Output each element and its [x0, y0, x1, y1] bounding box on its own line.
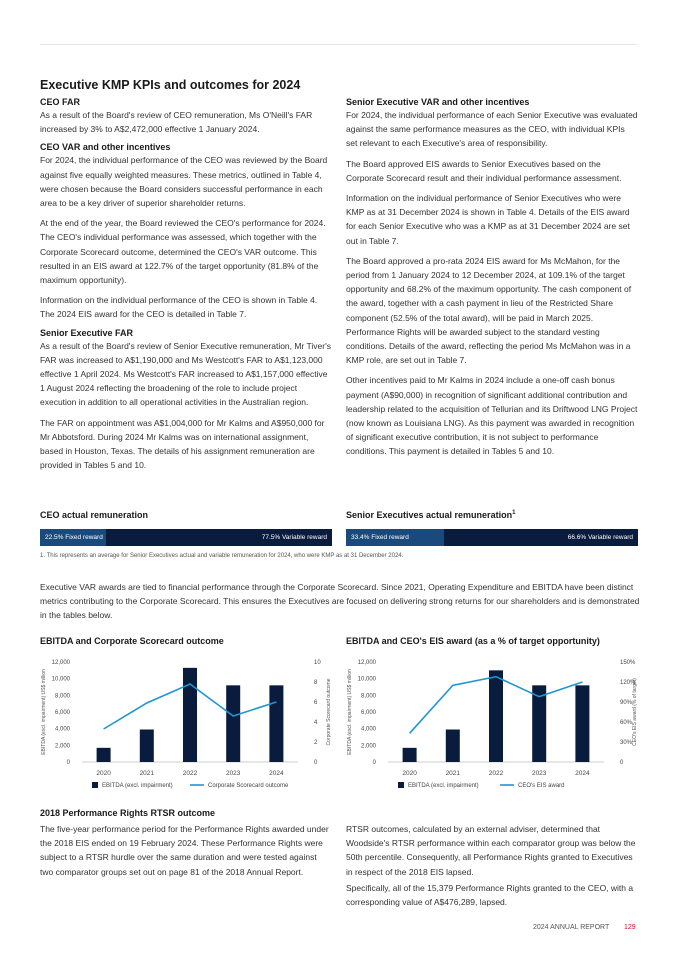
chart1-y2tick: 6	[314, 700, 318, 706]
chart1-y2label: Corporate Scorecard outcome	[326, 678, 332, 746]
chart2-ytick: 4,000	[360, 726, 376, 733]
chart2-y2tick: 60%	[620, 720, 633, 726]
ceo-remuneration-title: CEO actual remuneration	[40, 510, 149, 520]
chart2-ebitda-eis	[346, 652, 646, 800]
chart2-bar-2024	[575, 685, 589, 762]
chart2-legend-line-label: CEO's EIS award	[518, 783, 565, 789]
se-var-paragraph-4: The Board approved a pro-rata 2024 EIS award for Ms McMahon, for the period from 1 January 2024 to 12 December 2024, at 109.1% of the target opportunity and 68.2% of the maximum opportunity. The cash component of the award, together with a cash payment in lieu of the Restricted Share component (52.5% of the total award), will be paid in March 2025. Performance Rights will be awarded subject to the standard vesting conditions. Details of the award, reflecting the period Ms McMahon was in a KMP role, are set out in Table 7.	[346, 255, 632, 366]
ceo-far-paragraph: As a result of the Board's review of CEO remuneration, Ms O'Neill's FAR increased by 3% to A$2,472,000 effective 1 January 2024.	[40, 110, 313, 135]
chart1-bar-2023	[226, 685, 240, 762]
rtsr-title: 2018 Performance Rights RTSR outcome	[40, 808, 216, 818]
se-var-paragraph-1: For 2024, the individual performance of each Senior Executive was evaluated against the same performance measures as the CEO, with individual KPIs set relevant to each Executive's area of responsibility.	[346, 110, 638, 149]
chart1-legend-bar-label: EBITDA (excl. impairment)	[102, 783, 173, 789]
se-remuneration-title	[346, 510, 515, 520]
chart1-ytick: 0	[66, 760, 70, 766]
section-heading: Executive KMP KPIs and outcomes for 2024	[40, 78, 301, 92]
left-column	[40, 97, 332, 478]
se-var-paragraph-3: Information on the individual performance of Senior Executives who were KMP as at 31 December 2024 is shown in Table 4. Details of the EIS award for each Senior Executive who was a KMP as at 31 December 2024 are set out in Table 7.	[346, 193, 630, 246]
chart2-y2tick: 0	[620, 760, 624, 766]
chart1-bar-2021	[140, 730, 154, 763]
chart1-ytick: 8,000	[54, 693, 70, 700]
chart1-y2tick: 10	[314, 660, 321, 666]
chart1-xtick-2023: 2023	[225, 770, 241, 777]
se-fixed-segment: 33.4% Fixed reward	[346, 529, 444, 546]
top-rule	[40, 44, 637, 45]
chart1-legend-line-label: Corporate Scorecard outcome	[208, 783, 289, 789]
intro-paragraph: Executive VAR awards are tied to financial performance through the Corporate Scorecard. Since 2021, Operating Expenditure and EBITDA have been distinct metrics contributing to the Corporate Scorecard. This ensures the Executives are focused on delivering strong returns for our shareholders and is demonstrated in the tables below.	[40, 582, 640, 621]
chart1-xtick-2022: 2022	[182, 770, 198, 777]
chart2-ytick: 8,000	[360, 693, 376, 700]
ceo-var-paragraph-2: At the end of the year, the Board reviewed the CEO's performance for 2024. The CEO's individual performance was assessed, which together with the Corporate Scorecard outcome, determined the CEO's VAR outcome. This resulted in an EIS award at 122.7% of the target opportunity (81.8% of the maximum opportunity).	[40, 218, 326, 286]
se-far-paragraph-2: The FAR on appointment was A$1,004,000 for Mr Kalms and A$950,000 for Mr Abbotsford. During 2024 Mr Kalms was on international assignment, based in Houston, Texas. The details of his assignment remuneration are provided in Tables 5 and 10.	[40, 417, 325, 471]
chart2-ylabel: EBITDA (excl. impairment) US$ million	[347, 669, 353, 755]
rtsr-paragraph-2: RTSR outcomes, calculated by an external adviser, determined that Woodside's RTSR performance within each comparator group was below the 50th percentile. Consequently, all Performance Rights granted to Executives in respect of the 2018 EIS lapsed.	[346, 824, 636, 877]
chart2-bar-2021	[446, 730, 460, 763]
se-remuneration-title-text: Senior Executives actual remuneration	[346, 510, 513, 520]
chart2-bar-2022	[489, 670, 503, 762]
chart2-bar-2020	[403, 748, 417, 762]
chart2-legend-bar-swatch	[398, 782, 404, 788]
chart2-xtick-2023: 2023	[531, 770, 547, 777]
page-number: 129	[624, 924, 636, 931]
right-column	[346, 97, 638, 465]
chart1-ytick: 4,000	[54, 726, 70, 733]
se-far-paragraph-1: As a result of the Board's review of Senior Executive remuneration, Mr Tiver's FAR was increased to A$1,190,000 and Ms Westcott's FAR to A$1,123,000 effective 1 April 2024. Ms Westcott's FAR increased to A$1,157,000 effective 1 August 2024 reflecting the broadening of the role to include project execution in addition to all operational activities in the Australian region.	[40, 340, 331, 408]
chart2-y2tick: 120%	[620, 680, 636, 686]
chart2-y2tick: 90%	[620, 700, 633, 706]
chart1-xtick-2024: 2024	[269, 770, 284, 777]
se-var-paragraph-5: Other incentives paid to Mr Kalms in 2024 include a one-off cash bonus payment (A$90,000) in recognition of significant additional contribution and leadership related to the acquisition of Tellurian and its Driftwood LNG Project (now known as Louisiana LNG). As this payment was awarded in recognition of significant executive contribution, it is not subject to performance conditions. This payment is detailed in Tables 5 and 10.	[346, 375, 638, 457]
se-footnote-marker: 1	[512, 510, 516, 516]
ceo-var-title: CEO VAR and other incentives	[40, 142, 171, 153]
ceo-remuneration-bar	[40, 529, 332, 546]
chart1-ylabel: EBITDA (excl. impairment) US$ million	[41, 669, 47, 755]
chart1-y2tick: 4	[314, 720, 318, 726]
chart2-xtick-2020: 2020	[402, 770, 417, 777]
chart1-bar-2022	[183, 668, 197, 762]
chart1-xtick-2021: 2021	[139, 770, 155, 777]
chart1-ytick: 10,000	[51, 676, 70, 683]
chart1-ytick: 2,000	[54, 743, 70, 750]
se-variable-segment: 66.6% Variable reward	[444, 529, 638, 546]
chart1-ytick: 12,000	[51, 660, 70, 666]
se-remuneration-bar	[346, 529, 638, 546]
chart2-ytick: 10,000	[357, 676, 376, 683]
ceo-variable-segment: 77.5% Variable reward	[106, 529, 332, 546]
chart1-ebitda-scorecard	[40, 652, 340, 800]
chart2-ytick: 0	[372, 760, 376, 766]
chart1-y2tick: 2	[314, 740, 318, 746]
remuneration-footnote: 1. This represents an average for Senior Executives actual and variable remuneration for 2024, who were KMP as at 31 December 2024.	[40, 553, 404, 559]
se-far-title: Senior Executive FAR	[40, 327, 134, 338]
chart2-y2tick: 30%	[620, 740, 633, 746]
chart1-legend-bar-swatch	[92, 782, 98, 788]
rtsr-paragraph-3: Specifically, all of the 15,379 Performance Rights granted to the CEO, with a corresponding value of A$476,289, lapsed.	[346, 883, 634, 908]
chart2-xtick-2022: 2022	[488, 770, 504, 777]
se-var-title: Senior Executive VAR and other incentives	[346, 97, 530, 107]
ceo-var-paragraph-3: Information on the individual performance of the CEO is shown in Table 4. The 2024 EIS award for the CEO is detailed in Table 7.	[40, 295, 318, 320]
chart2-ytick: 2,000	[360, 743, 376, 750]
footer-report: 2024 ANNUAL REPORT	[533, 924, 610, 931]
chart2-xtick-2024: 2024	[575, 770, 590, 777]
chart2-title: EBITDA and CEO's EIS award (as a % of target opportunity)	[346, 636, 600, 646]
chart2-ytick: 6,000	[360, 710, 376, 716]
chart1-y2tick: 8	[314, 680, 318, 686]
chart1-xtick-2020: 2020	[96, 770, 111, 777]
rtsr-paragraph-1: The five-year performance period for the Performance Rights awarded under the 2018 EIS ended on 19 February 2024. These Performance Rights were subject to a RTSR hurdle over the same duration and were tested against two comparator groups set out on page 81 of the 2018 Annual Report.	[40, 824, 329, 877]
chart2-ytick: 12,000	[357, 660, 376, 666]
chart2-legend-bar-label: EBITDA (excl. impairment)	[408, 783, 479, 789]
chart1-ytick: 6,000	[54, 710, 70, 716]
ceo-fixed-segment: 22.5% Fixed reward	[40, 529, 106, 546]
ceo-var-paragraph-1: For 2024, the individual performance of the CEO was reviewed by the Board against five equally weighted measures. These metrics, outlined in Table 4, were chosen because the Board considers successful performance in each area to be a key driver of superior shareholder returns.	[40, 155, 328, 209]
chart1-title: EBITDA and Corporate Scorecard outcome	[40, 636, 224, 646]
chart1-bar-2024	[269, 685, 283, 762]
chart1-bar-2020	[97, 748, 111, 762]
chart2-y2label: CEO's EIS award (% of target)	[632, 678, 638, 746]
se-var-paragraph-2: The Board approved EIS awards to Senior Executives based on the Corporate Scorecard result and their individual performance assessment.	[346, 158, 622, 183]
chart2-y2tick: 150%	[620, 660, 636, 666]
ceo-far-title: CEO FAR	[40, 97, 81, 107]
chart1-y2tick: 0	[314, 760, 318, 766]
chart2-xtick-2021: 2021	[445, 770, 461, 777]
